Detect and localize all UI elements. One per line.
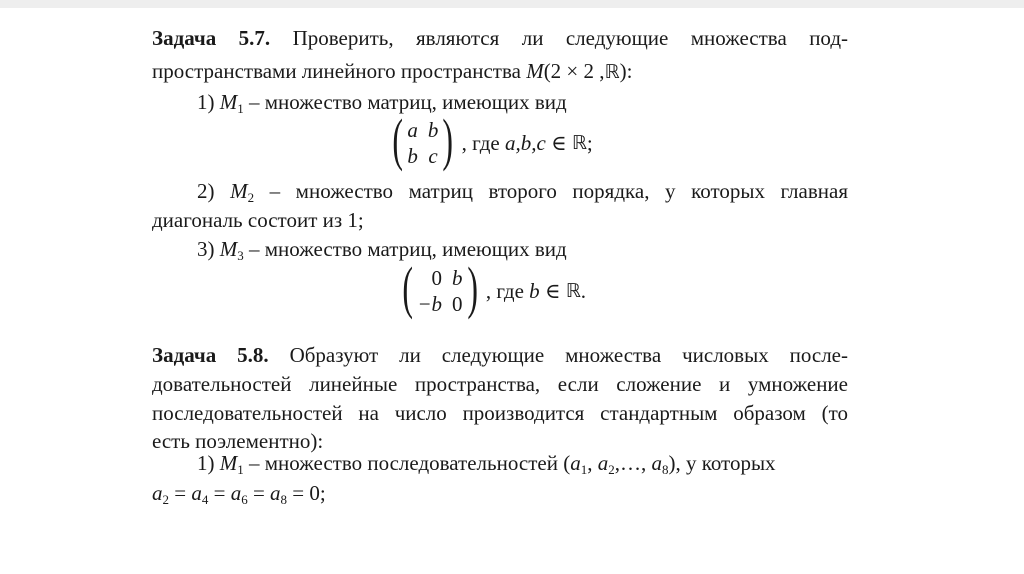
item-text: – множество матриц, имеющих вид (249, 237, 567, 261)
matrix-cells (417, 266, 462, 316)
task58-text-line2: довательностей линейные пространства, если сложение и умножение (152, 372, 848, 396)
matrix-cell: 0 (452, 292, 463, 316)
right-paren: ) (466, 255, 478, 320)
cond-var: a (230, 481, 242, 505)
item-number: 3) (197, 237, 215, 261)
matrix-after-math: a,b,c ∈ (504, 130, 567, 155)
cond-value: 0 (309, 481, 320, 505)
cond-sub: 6 (241, 492, 248, 507)
item-text-line2: диагональ состоит из 1; (152, 208, 364, 232)
item-number: 1) (197, 451, 215, 475)
item-symbol: M (219, 237, 238, 261)
item-symbol-sub: 2 (247, 190, 255, 205)
task57-item3 (197, 236, 848, 262)
seq-var: a (651, 451, 662, 475)
cond-sub: 4 (201, 492, 209, 507)
cond-sub: 8 (280, 492, 288, 507)
task57-matrix1 (388, 107, 593, 172)
task58-text-line1: Образуют ли следующие множества числовых после- (289, 343, 848, 367)
task57-intro-line1: Проверить, являются ли следующие множества под- (292, 26, 849, 50)
matrix-cell: −b (417, 292, 442, 316)
right-paren: ) (442, 107, 454, 172)
matrix-after-text: , где (461, 130, 500, 155)
seq-close-paren: ) (668, 451, 676, 475)
left-paren: ( (402, 255, 413, 320)
space-close: ): (619, 59, 633, 83)
task58-line2 (152, 371, 848, 397)
seq-sub: 8 (661, 462, 669, 477)
item-symbol: M (219, 90, 238, 114)
matrix-cell: c (428, 144, 438, 168)
matrix-after-field: ℝ (571, 132, 587, 154)
matrix-cell: 0 (431, 266, 442, 290)
item-text: – множество матриц, имеющих вид (249, 90, 567, 114)
task58-text-line3: последовательностей на число производится стандартным образом (то (152, 401, 848, 425)
seq-var: a (570, 451, 581, 475)
seq-sub: 2 (608, 462, 615, 477)
cond-sub: 2 (162, 492, 169, 507)
task57-item2-line1 (197, 178, 848, 204)
item-symbol-sub: 3 (237, 248, 244, 263)
seq-ellipsis: … (619, 451, 641, 475)
matrix-cell: b (407, 144, 418, 168)
cond-var: a (191, 481, 202, 505)
cond-var: a (152, 481, 163, 505)
task58-item1-condition: $a_2 = a_4 = a_6 = a_8 = 0$; (152, 481, 326, 507)
task58-line1 (152, 342, 848, 368)
item-text: – множество последовательностей (249, 451, 558, 475)
task57-item1 (197, 89, 848, 115)
task58-item1: 1) $M_1$ – множество последовательностей ($a_1$, $a_2,\dots$, $a_8$), у которых (197, 451, 776, 477)
space-symbol: M (526, 59, 544, 83)
item-symbol: M (219, 451, 238, 475)
task57-heading: Задача 5.7. (152, 26, 271, 50)
matrix-after-field: ℝ (565, 280, 581, 302)
matrix-cell: a (407, 118, 418, 142)
matrix-cell: b (427, 118, 439, 142)
task57-item2-line2 (152, 207, 848, 233)
matrix-after-text: , где (485, 278, 524, 303)
left-paren: ( (392, 107, 403, 172)
matrix-cell: b (452, 266, 463, 290)
task58-heading: Задача 5.8. (152, 343, 269, 367)
item-text-after: , у которых (675, 451, 776, 475)
item-number: 2) (197, 179, 215, 203)
seq-var: a (597, 451, 609, 475)
task57-line1 (152, 25, 848, 51)
task57-intro-line2: пространствами линейного пространства (152, 59, 521, 83)
item-number: 1) (197, 90, 215, 114)
seq-sub: 1 (580, 462, 588, 477)
task57-matrix3 (398, 255, 587, 320)
task57-line2 (152, 58, 848, 85)
matrix-cells (407, 118, 438, 168)
item-symbol-sub: 1 (237, 101, 244, 116)
matrix-after-math: b ∈ (529, 278, 561, 303)
item-symbol: M (230, 179, 248, 203)
cond-var: a (270, 481, 281, 505)
task58-line3 (152, 400, 848, 426)
seq-open-paren: ( (563, 451, 571, 475)
matrix-after-end: . (580, 278, 587, 303)
slide-top-border (0, 0, 1024, 8)
space-args: (2 × 2 , (543, 59, 605, 83)
item-symbol-sub: 1 (237, 462, 244, 477)
matrix-after-end: ; (586, 130, 593, 155)
task58-text-line4: есть поэлементно): (152, 429, 324, 453)
item-text: – множество матриц второго порядка, у которых главная (269, 179, 848, 203)
space-field: ℝ (604, 61, 620, 83)
cond-end: ; (319, 481, 326, 505)
